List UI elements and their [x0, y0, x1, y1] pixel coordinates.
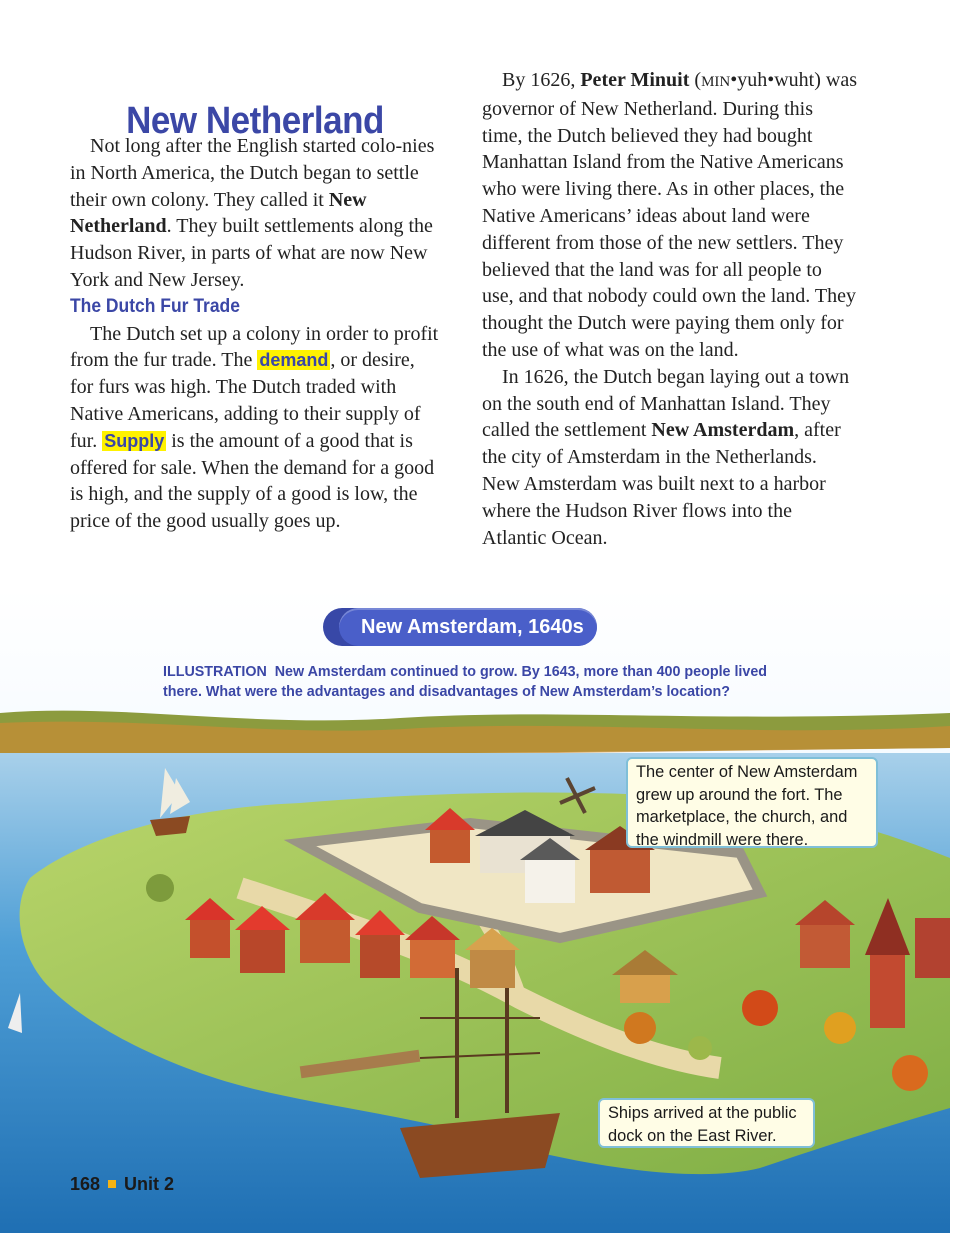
caption-label: ILLUSTRATION	[163, 664, 267, 680]
fur-trade-paragraph: The Dutch set up a colony in order to profit from the fur trade. The demand , or desire, for furs was high. The Dutch traded with Native Americans, adding to their supply of fur. Supply is the amount of a good that is offered for sale. When the demand for a good is high, and the supply of a good is low, the price of the good usually goes up.	[70, 322, 439, 533]
right-column	[482, 67, 857, 551]
pronunciation-caps: MIN	[701, 74, 731, 90]
minuit-paragraph: By 1626, Peter Minuit (MIN•yuh•wuht) was governor of New Netherland. During this time, the Dutch believed they had bought Manhattan Island from the Native Americans who were living there. As in other places, the Native Americans’ ideas about land were different from those of the new settlers. They believed that the land was for all people to use, and that nobody could own the land. They thought the Dutch were paying them only for the use of what was on the land.	[482, 69, 858, 361]
callout-dock: Ships arrived at the public dock on the East River.	[598, 1098, 815, 1148]
illustration-title-banner	[323, 608, 597, 646]
new-amsterdam-paragraph: In 1626, the Dutch began laying out a town on the south end of Manhattan Island. They called the settlement New Amsterdam, after the city of Amsterdam in the Netherlands. New Amsterdam was built next to a harbor where the Hudson River flows into the Atlantic Ocean.	[482, 365, 850, 549]
section-subhead: The Dutch Fur Trade	[70, 295, 240, 317]
intro-paragraph: Not long after the English started colo-nies in North America, the Dutch began to settle their own colony. They called it New Netherland. They built settlements along the Hudson River, in parts of what are now New York and New Jersey.	[70, 135, 435, 291]
illustration-caption	[163, 662, 803, 702]
callout-fort: The center of New Amsterdam grew up around the fort. The marketplace, the church, and the windmill were there.	[626, 757, 878, 848]
unit-label: Unit 2	[124, 1174, 175, 1194]
term-peter-minuit: Peter Minuit	[580, 69, 690, 91]
page-title: New Netherland	[126, 100, 384, 143]
page-footer	[70, 1174, 174, 1195]
term-new-netherland: New Netherland	[70, 188, 367, 238]
caption-text: New Amsterdam continued to grow. By 1643, more than 400 people lived there. What were the advantages and disadvantages of New Amsterdam’s location?	[163, 664, 768, 700]
page-number: 168	[70, 1174, 101, 1194]
left-column	[70, 133, 440, 535]
term-new-amsterdam: New Amsterdam	[651, 419, 795, 442]
vocab-supply: Supply	[104, 430, 165, 451]
vocab-demand: demand	[259, 350, 329, 371]
illustration-title: New Amsterdam, 1640s	[361, 616, 584, 638]
square-bullet-icon	[108, 1180, 116, 1188]
